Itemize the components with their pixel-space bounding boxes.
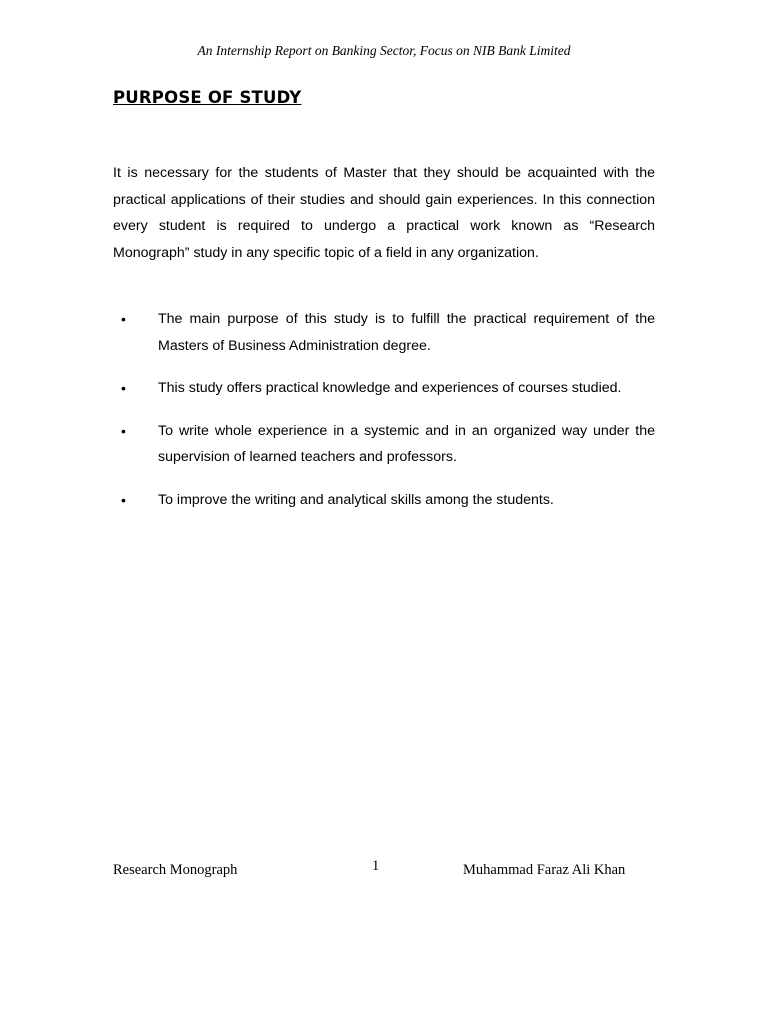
bullet-text: This study offers practical knowledge and experiences of courses studied.	[158, 380, 622, 396]
footer-author: Muhammad Faraz Ali Khan	[463, 862, 626, 878]
bullet-item	[113, 487, 655, 514]
section-heading: PURPOSE OF STUDY	[113, 88, 302, 107]
bullet-icon: •	[121, 311, 126, 327]
bullet-item	[113, 306, 655, 359]
bullet-item	[113, 375, 655, 402]
page-number: 1	[372, 858, 380, 874]
bullet-text: To improve the writing and analytical skills among the students.	[158, 491, 554, 508]
intro-paragraph: It is necessary for the students of Master that they should be acquainted with the practical applications of their studies and should gain experiences. In this connection every student is required to undergo a practical work known as “Research Monograph” study in any specific topic of a field in any organization.	[113, 165, 655, 261]
bullet-icon: •	[121, 491, 126, 508]
bullet-text: The main purpose of this study is to fulfill the practical requirement of the Masters of Business Administration degree.	[158, 311, 655, 354]
bullet-icon: •	[121, 380, 126, 396]
footer-left-text: Research Monograph	[113, 862, 238, 878]
running-header: An Internship Report on Banking Sector, Focus on NIB Bank Limited	[197, 43, 571, 58]
bullet-item	[113, 418, 655, 471]
bullet-icon: •	[121, 422, 126, 439]
bullet-text: To write whole experience in a systemic and in an organized way under the supervision of learned teachers and professors.	[158, 422, 655, 465]
bullet-list	[113, 306, 655, 529]
